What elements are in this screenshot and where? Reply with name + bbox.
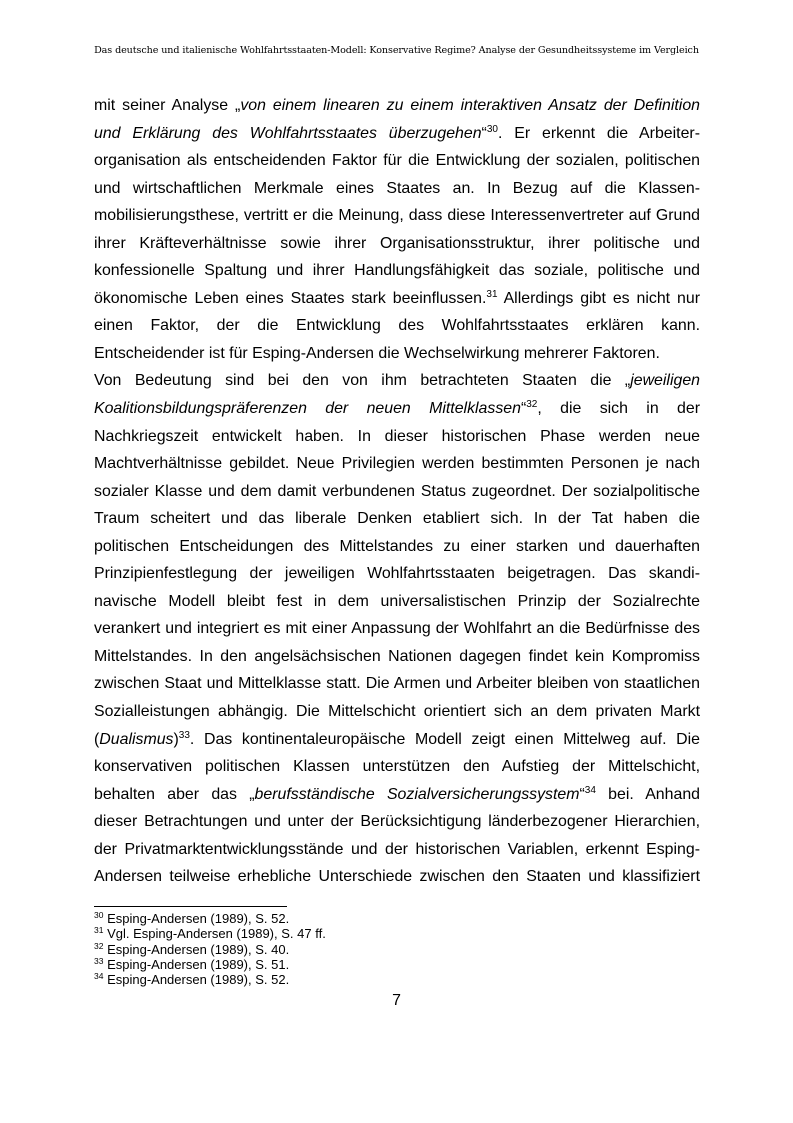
text-line — [94, 285, 700, 313]
text-run: politischen Entscheidungen des Mittelstandes zu einer starken und dauerhaften — [94, 537, 700, 555]
text-line — [94, 808, 700, 836]
text-run: organisation als entscheidenden Faktor für die Entwicklung der sozialen, politischen — [94, 152, 700, 170]
text-run: navische Modell bleibt fest in dem universalistischen Prinzip der Sozialrechte — [94, 592, 700, 610]
text-line — [94, 120, 700, 148]
text-run: und wirtschaftlichen Merkmale eines Staates an. In Bezug auf die Klassen- — [94, 179, 700, 197]
text-line — [94, 478, 700, 506]
text-line — [94, 588, 700, 616]
footnote-number: 33 — [94, 955, 104, 966]
text-line — [94, 560, 700, 588]
text-line — [94, 147, 700, 175]
text-line — [94, 450, 700, 478]
text-run: “ — [579, 785, 585, 803]
text-run: Machtverhältnisse gebildet. Neue Privilegien werden bestimmten Personen je nach — [94, 455, 700, 473]
text-line — [94, 781, 700, 809]
text-run: Sozialleistungen abhängig. Die Mittelschicht orientiert sich an dem privaten Markt — [94, 703, 700, 721]
text-run: , die sich in der — [537, 400, 700, 418]
text-run: . Er erkennt die Arbeiter- — [497, 124, 700, 142]
footnote-reference: 32 — [526, 399, 538, 411]
italic-text: Koalitionsbildungspräferenzen der neuen Mittelklassen — [94, 400, 521, 418]
text-run: einen Faktor, der die Entwicklung des Wohlfahrtsstaates erklären kann. — [94, 317, 700, 335]
text-line — [94, 367, 700, 395]
text-run: bei. Anhand — [595, 785, 700, 803]
text-line — [94, 863, 700, 891]
text-line — [94, 836, 700, 864]
footnotes — [94, 911, 700, 987]
text-run: mobilisierungsthese, vertritt er die Meinung, dass diese Interessenvertreter auf Grund — [94, 207, 700, 225]
text-line — [94, 92, 700, 120]
text-run: dieser Betrachtungen und unter der Berücksichtigung länderbezogener Hierarchien, — [94, 813, 700, 831]
text-run: “ — [481, 124, 487, 142]
text-line — [94, 230, 700, 258]
text-run: verankert und integriert es mit einer Anpassung der Wohlfahrt an die Bedürfnisse des — [94, 620, 700, 638]
text-line — [94, 257, 700, 285]
text-run: “ — [520, 400, 527, 418]
text-line — [94, 505, 700, 533]
footnote-number: 32 — [94, 940, 104, 951]
text-line — [94, 395, 700, 423]
footnote-text: Esping-Andersen (1989), S. 40. — [103, 941, 290, 957]
text-run: zwischen Staat und Mittelklasse statt. Die Armen und Arbeiter bleiben von staatlichen — [94, 675, 700, 693]
footnote-number: 30 — [94, 910, 104, 920]
text-run: Nachkriegszeit entwickelt haben. In dieser historischen Phase werden neue — [94, 427, 700, 445]
running-header: Das deutsche und italienische Wohlfahrtsstaaten-Modell: Konservative Regime? Analyse der Gesundheitssysteme im Vergleich — [94, 45, 699, 56]
text-run: Traum scheitert und das liberale Denken etabliert sich. In der Tat haben die — [94, 510, 700, 528]
text-run: mit seiner Analyse „ — [94, 97, 241, 114]
italic-text: berufsständische Sozialversicherungssystem — [254, 785, 580, 803]
footnote-number: 31 — [94, 925, 104, 936]
footnote — [94, 926, 700, 941]
footnote-reference: 31 — [486, 288, 498, 300]
footnote-separator — [94, 906, 287, 907]
text-run: . Das kontinentaleuropäische Modell zeigt einen Mittelweg auf. Die — [189, 730, 700, 748]
text-line — [94, 670, 700, 698]
text-run: ökonomische Leben eines Staates stark beeinflussen. — [94, 289, 487, 307]
text-run: Allerdings gibt es nicht nur — [497, 289, 700, 307]
text-line — [94, 312, 700, 340]
text-run: behalten aber das „ — [94, 785, 255, 803]
text-run: Andersen teilweise erhebliche Unterschiede zwischen den Staaten und klassifiziert — [94, 868, 700, 886]
text-line — [94, 643, 700, 671]
footnote-reference: 33 — [178, 729, 190, 741]
footnote — [94, 942, 700, 957]
text-line — [94, 340, 700, 368]
text-run: der Privatmarktentwicklungsstände und der historischen Variablen, erkennt Esping- — [94, 840, 700, 858]
footnote-text: Esping-Andersen (1989), S. 52. — [103, 911, 290, 926]
page-number: 7 — [392, 992, 401, 1009]
text-run: Von Bedeutung sind bei den von ihm betrachteten Staaten die „ — [94, 372, 631, 390]
italic-text: jeweiligen — [630, 372, 700, 390]
footnote-text: Esping-Andersen (1989), S. 51. — [103, 956, 290, 972]
footnote-text: Esping-Andersen (1989), S. 52. — [103, 972, 290, 988]
footnote — [94, 972, 700, 987]
text-run: ( — [94, 730, 100, 748]
text-run: Entscheidender ist für Esping-Andersen die Wechselwirkung mehrerer Faktoren. — [94, 344, 660, 362]
text-run: konfessionelle Spaltung und ihrer Handlungsfähigkeit das soziale, politische und — [94, 262, 700, 280]
text-run: Mittelstandes. In den angelsächsischen Nationen dagegen findet kein Kompromiss — [94, 647, 700, 665]
text-line — [94, 753, 700, 781]
text-line — [94, 726, 700, 754]
footnote-reference: 30 — [486, 123, 498, 135]
text-line — [94, 423, 700, 451]
text-line — [94, 615, 700, 643]
text-line — [94, 202, 700, 230]
italic-text: von einem linearen zu einem interaktiven Ansatz der Definition — [240, 97, 700, 114]
text-line — [94, 175, 700, 203]
text-run: konservativen politischen Klassen unterstützen den Aufstieg der Mittelschicht, — [94, 758, 700, 776]
main-text — [94, 92, 700, 891]
footnote — [94, 957, 700, 972]
text-run: ihrer Kräfteverhältnisse sowie ihrer Organisationsstruktur, ihrer politische und — [94, 234, 700, 252]
italic-text: und Erklärung des Wohlfahrtsstaates überzugehen — [94, 124, 482, 142]
text-line — [94, 698, 700, 726]
footnote — [94, 911, 700, 926]
italic-text: Dualismus — [99, 730, 174, 748]
footnote-text: Vgl. Esping-Andersen (1989), S. 47 ff. — [103, 926, 326, 942]
text-run: ) — [173, 730, 179, 748]
text-line — [94, 533, 700, 561]
text-run: Prinzipienfestlegung der jeweiligen Wohlfahrtsstaaten beigetragen. Das skandi- — [94, 565, 700, 583]
text-run: sozialer Klasse und dem damit verbundenen Status zugeordnet. Der sozialpolitische — [94, 482, 700, 500]
footnote-reference: 34 — [584, 784, 596, 796]
footnote-number: 34 — [94, 971, 104, 982]
